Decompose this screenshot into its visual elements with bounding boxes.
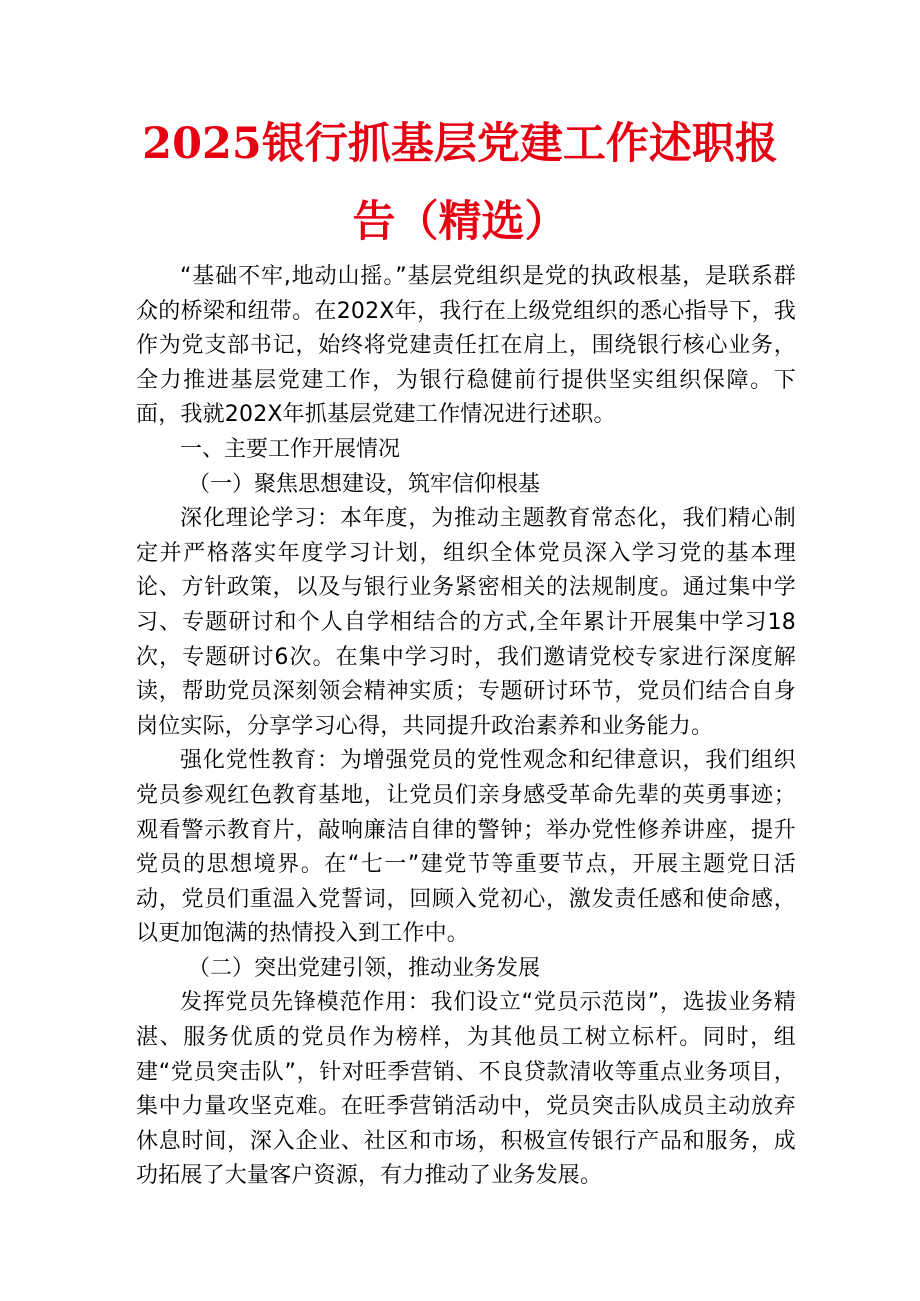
theory-study-paragraph: 深化理论学习：本年度，为推动主题教育常态化，我们精心制定并严格落实年度学习计划，组织全体党员深入学习党的基本理论、方针政策，以及与银行业务紧密相关的法规制度。通过集中学习、专题研讨和个人自学相结合的方式,全年累计开展集中学习18次，专题研讨6次。在集中学习时，我们邀请党校专家进行深度解读，帮助党员深刻领会精神实质；专题研讨环节，党员们结合自身岗位实际，分享学习心得，共同提升政治素养和业务能力。	[136, 506, 796, 739]
section-heading-1: 一、主要工作开展情况	[180, 436, 401, 462]
subsection-heading-2: （二）突出党建引领，推动业务发展	[188, 955, 541, 981]
document-body	[136, 260, 796, 1194]
vanguard-role-paragraph: 发挥党员先锋模范作用：我们设立“党员示范岗”，选拔业务精湛、服务优质的党员作为榜样，为其他员工树立标杆。同时，组建“党员突击队”，针对旺季营销、不良贷款清收等重点业务项目，集中力量攻坚克难。在旺季营销活动中，党员突击队成员主动放弃休息时间，深入企业、社区和市场，积极宣传银行产品和服务，成功拓展了大量客户资源，有力推动了业务发展。	[136, 990, 796, 1189]
subsection-heading-1: （一）聚焦思想建设，筑牢信仰根基	[188, 471, 541, 497]
document-title-line-1: 2025银行抓基层党建工作述职报	[142, 119, 778, 169]
party-education-paragraph: 强化党性教育：为增强党员的党性观念和纪律意识，我们组织党员参观红色教育基地，让党员们亲身感受革命先辈的英勇事迹；观看警示教育片，敲响廉洁自律的警钟；举办党性修养讲座，提升党员的思想境界。在“七一”建党节等重要节点，开展主题党日活动，党员们重温入党誓词，回顾入党初心，激发责任感和使命感，以更加饱满的热情投入到工作中。	[136, 748, 796, 947]
intro-paragraph: “基础不牢,地动山摇。”基层党组织是党的执政根基，是联系群众的桥梁和纽带。在202X年，我行在上级党组织的悉心指导下，我作为党支部书记，始终将党建责任扛在肩上，围绕银行核心业务，全力推进基层党建工作，为银行稳健前行提供坚实组织保障。下面，我就202X年抓基层党建工作情况进行述职。	[136, 264, 796, 428]
document-title-line-2: 告（精选）	[352, 197, 568, 247]
